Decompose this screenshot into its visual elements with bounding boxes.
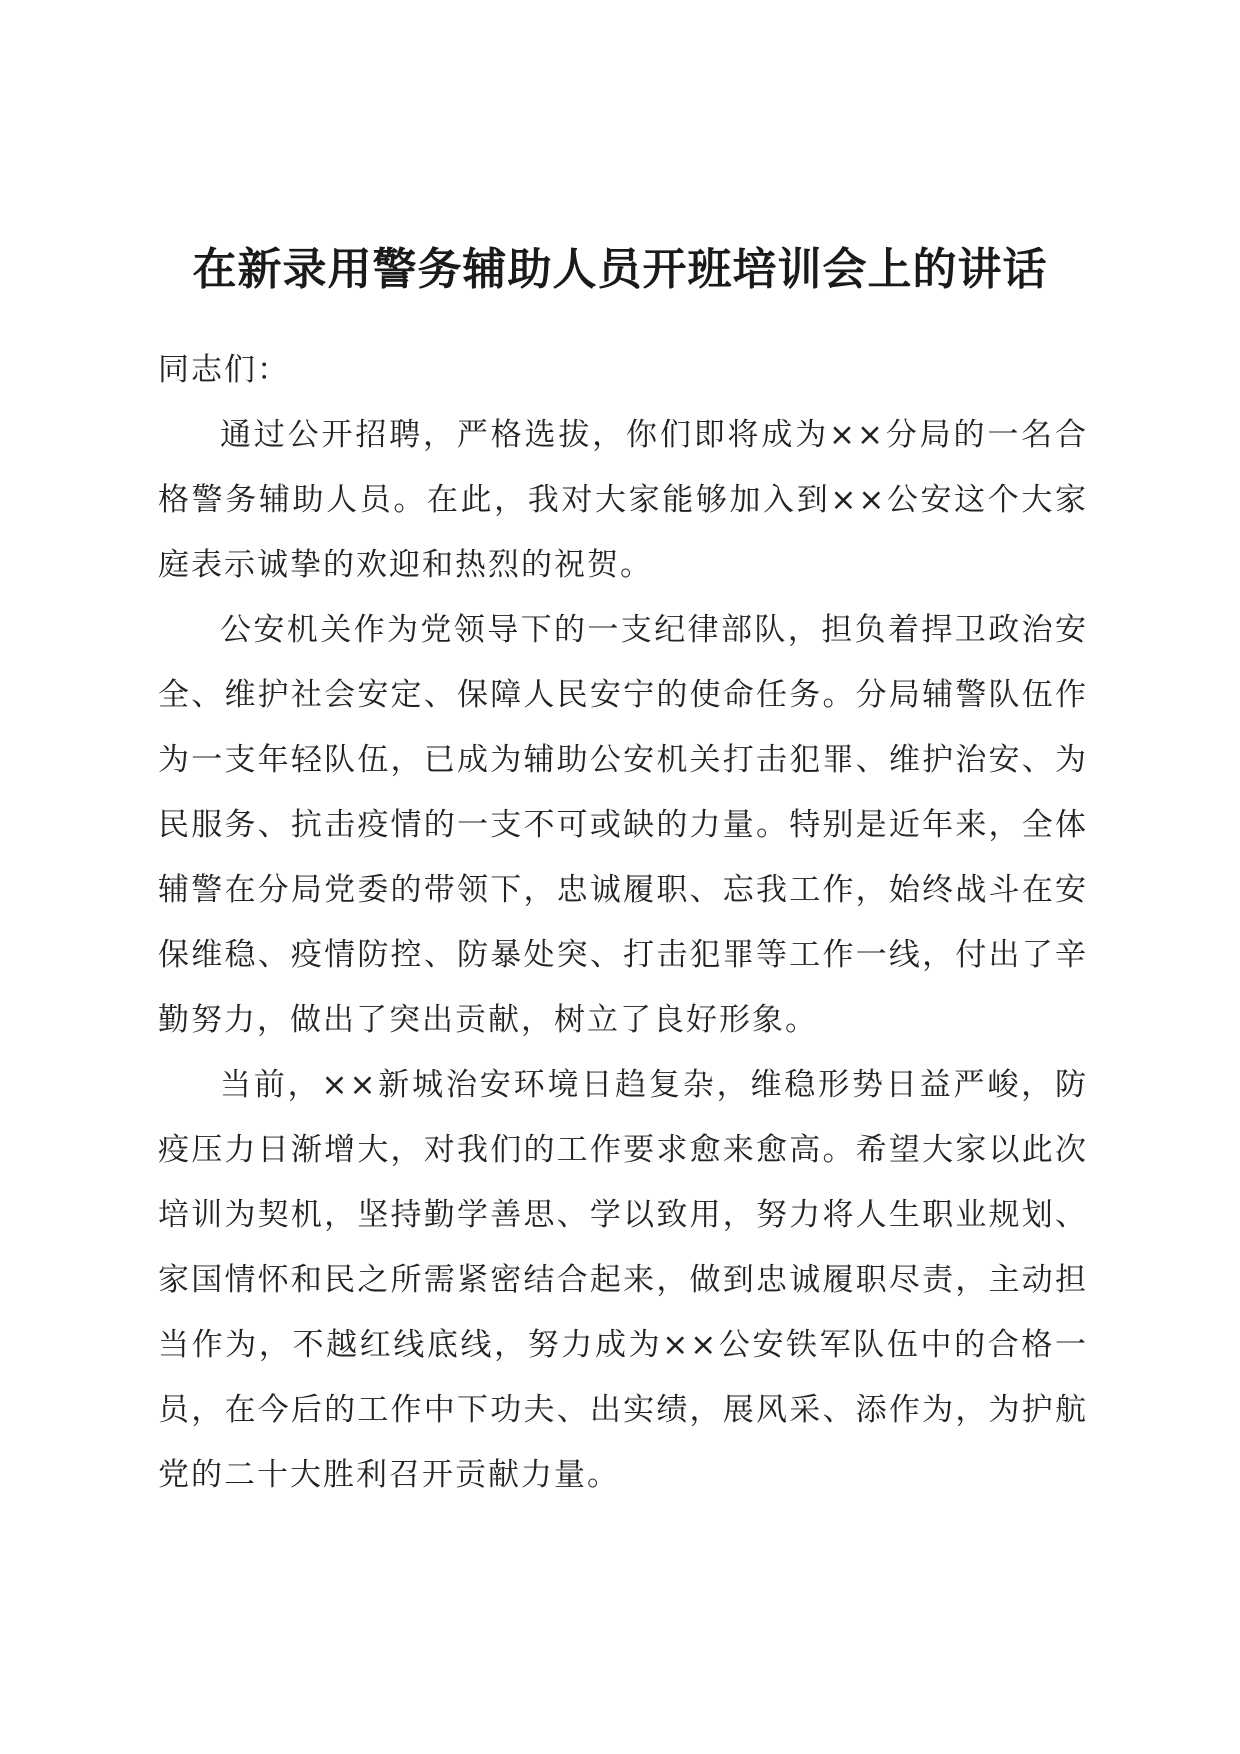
paragraph-1: 通过公开招聘，严格选拔，你们即将成为××分局的一名合格警务辅助人员。在此，我对大家能够加入到××公安这个大家庭表示诚挚的欢迎和热烈的祝贺。 bbox=[158, 417, 1088, 583]
paragraph-2: 公安机关作为党领导下的一支纪律部队，担负着捍卫政治安全、维护社会安定、保障人民安宁的使命任务。分局辅警队伍作为一支年轻队伍，已成为辅助公安机关打击犯罪、维护治安、为民服务、抗击疫情的一支不可或缺的力量。特别是近年来，全体辅警在分局党委的带领下，忠诚履职、忘我工作，始终战斗在安保维稳、疫情防控、防暴处突、打击犯罪等工作一线，付出了辛勤努力，做出了突出贡献，树立了良好形象。 bbox=[158, 612, 1088, 1038]
document-title: 在新录用警务辅助人员开班培训会上的讲话 bbox=[192, 244, 1048, 295]
document-body bbox=[158, 338, 1088, 1508]
paragraph-3: 当前，××新城治安环境日趋复杂，维稳形势日益严峻，防疫压力日渐增大，对我们的工作要求愈来愈高。希望大家以此次培训为契机，坚持勤学善思、学以致用，努力将人生职业规划、家国情怀和民之所需紧密结合起来，做到忠诚履职尽责，主动担当作为，不越红线底线，努力成为××公安铁军队伍中的合格一员，在今后的工作中下功夫、出实绩，展风采、添作为，为护航党的二十大胜利召开贡献力量。 bbox=[158, 1067, 1088, 1493]
salutation: 同志们： bbox=[158, 352, 290, 388]
